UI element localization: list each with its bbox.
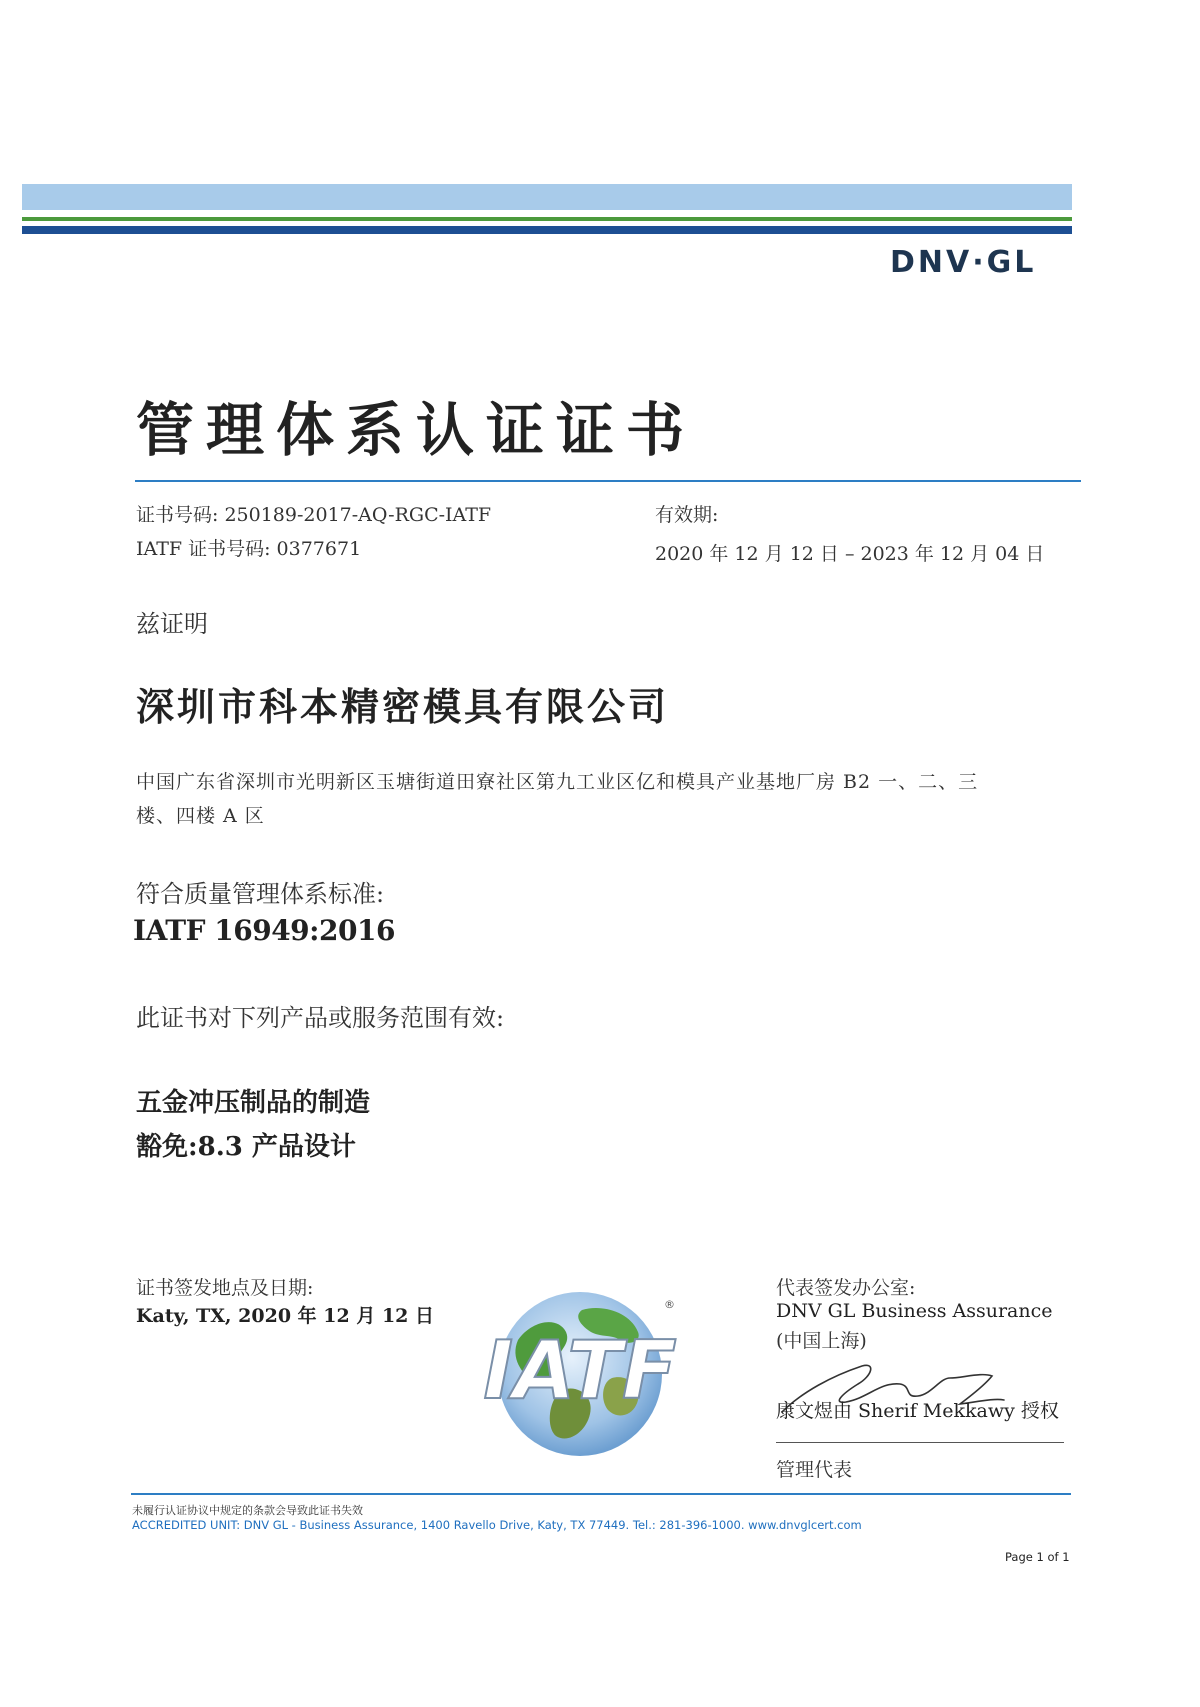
office-location: (中国上海) [776,1330,867,1352]
footer-validity-note: 未履行认证协议中规定的条款会导致此证书失效 [132,1504,363,1517]
signatory-role: 管理代表 [776,1459,853,1481]
scope-line-2: 豁免:8.3 产品设计 [136,1132,356,1162]
header-band-light [22,184,1072,210]
iatf-certificate-number [136,534,361,561]
signatory: 康文煜由 Sherif Mekkawy 授权 [776,1400,1059,1422]
certificate-number-value: 250189-2017-AQ-RGC-IATF [224,504,492,526]
emblem-text: IATF [483,1324,677,1417]
signature-line [776,1442,1064,1443]
title-divider [135,480,1081,482]
office-label: 代表签发办公室: [776,1277,916,1299]
standard-name: IATF 16949:2016 [133,914,395,947]
company-address [136,765,1080,833]
validity-label: 有效期: [655,504,719,526]
company-name: 深圳市科本精密模具有限公司 [136,684,670,729]
scope-line-1: 五金冲压制品的制造 [136,1088,371,1118]
office-name: DNV GL Business Assurance [776,1300,1053,1322]
issue-place-date: Katy, TX, 2020 年 12 月 12 日 [136,1305,434,1327]
standard-intro: 符合质量管理体系标准: [136,880,385,908]
iatf-globe-emblem [462,1280,682,1462]
svg-text:®: ® [664,1298,675,1311]
address-line-1: 中国广东省深圳市光明新区玉塘街道田寮社区第九工业区亿和模具产业基地厂房 B2 一、二、三 [136,771,979,793]
page-number: Page 1 of 1 [1005,1550,1070,1564]
header-band-blue [22,226,1072,234]
dnv-gl-logo: DNV·GL [890,245,1037,280]
footer-accredited-unit: ACCREDITED UNIT: DNV GL - Business Assurance, 1400 Ravello Drive, Katy, TX 77449. Tel.: 281-396-1000. www.dnvglcert.com [132,1518,862,1532]
iatf-number-label: IATF 证书号码: [136,538,271,560]
certificate-number-label: 证书号码: [136,504,219,526]
iatf-number-value: 0377671 [276,538,362,560]
certificate-title: 管理体系认证证书 [136,396,697,464]
footer-divider [131,1493,1071,1495]
certificate-number [136,500,491,527]
validity-period: 2020 年 12 月 12 日 – 2023 年 12 月 04 日 [655,543,1045,565]
scope-intro: 此证书对下列产品或服务范围有效: [136,1004,505,1032]
header-band-green [22,217,1072,221]
address-line-2: 楼、四楼 A 区 [136,805,265,827]
issue-label: 证书签发地点及日期: [136,1277,314,1299]
certify-intro: 兹证明 [136,610,208,638]
